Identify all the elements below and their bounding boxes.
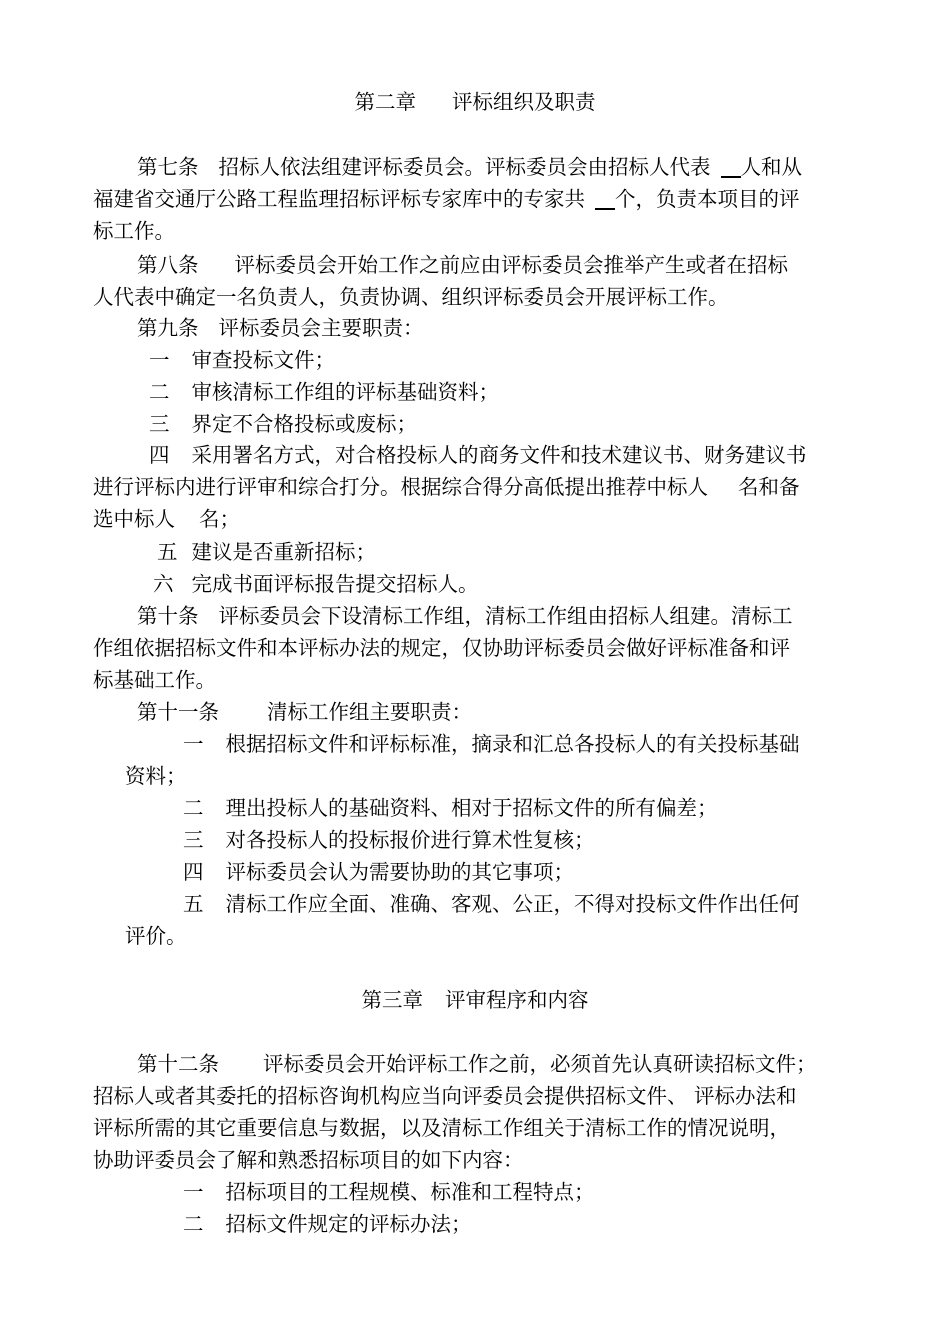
article-12-line-1 bbox=[137, 1052, 817, 1076]
article-11-item-1-cont: 资料； bbox=[125, 764, 187, 788]
article-12-label: 第十二条 bbox=[137, 1052, 219, 1076]
item-number: 六 bbox=[153, 572, 174, 596]
article-9-item-4 bbox=[149, 443, 807, 467]
article-11-line-1 bbox=[137, 700, 472, 724]
article-7-text: 人和从 bbox=[740, 155, 802, 179]
article-11-item-3 bbox=[183, 828, 595, 852]
article-9-item-5 bbox=[157, 540, 376, 564]
article-10-label: 第十条 bbox=[137, 604, 199, 628]
article-8-line-1 bbox=[137, 253, 788, 277]
item-text: 名和备 bbox=[738, 475, 800, 499]
item-number: 五 bbox=[183, 892, 204, 916]
article-11-item-1 bbox=[183, 732, 800, 756]
item-number: 四 bbox=[183, 860, 204, 884]
item-number: 四 bbox=[149, 443, 170, 467]
article-7-text: 招标人依法组建评标委员会。评标委员会由招标人代表 bbox=[218, 155, 711, 179]
article-9-line-1 bbox=[137, 316, 424, 340]
item-text: 根据招标文件和评标标准，摘录和汇总各投标人的有关投标基础 bbox=[225, 732, 800, 756]
item-text: 招标文件规定的评标办法； bbox=[225, 1212, 472, 1236]
article-12-text: 评标委员会开始评标工作之前，必须首先认真研读招标文件； bbox=[263, 1052, 817, 1076]
item-number: 三 bbox=[183, 828, 204, 852]
item-number: 二 bbox=[149, 380, 170, 404]
article-10-line-3: 标基础工作。 bbox=[93, 668, 216, 692]
item-number: 一 bbox=[183, 1180, 204, 1204]
article-10-text: 评标委员会下设清标工作组，清标工作组由招标人组建。清标工 bbox=[218, 604, 793, 628]
item-text: 完成书面评标报告提交招标人。 bbox=[191, 572, 479, 596]
item-text: 清标工作应全面、准确、客观、公正，不得对投标文件作出任何 bbox=[225, 892, 800, 916]
item-text: 审核清标工作组的评标基础资料； bbox=[191, 380, 499, 404]
article-9-item-2 bbox=[149, 380, 499, 404]
item-text: 进行评标内进行评审和综合打分。根据综合得分高低提出推荐中标人 bbox=[93, 475, 708, 499]
item-text: 名； bbox=[199, 507, 240, 531]
blank-field bbox=[721, 156, 741, 178]
item-text: 选中标人 bbox=[93, 507, 175, 531]
article-7-text: 个，负责本项目的评 bbox=[615, 187, 800, 211]
item-number: 一 bbox=[149, 348, 170, 372]
article-9-label: 第九条 bbox=[137, 316, 199, 340]
article-8-line-2: 人代表中确定一名负责人，负责协调、组织评标委员会开展评标工作。 bbox=[93, 285, 729, 309]
item-number: 二 bbox=[183, 796, 204, 820]
article-12-line-4: 协助评委员会了解和熟悉招标项目的如下内容： bbox=[93, 1148, 524, 1172]
article-12-item-1 bbox=[183, 1180, 595, 1204]
item-text: 评标委员会认为需要协助的其它事项； bbox=[225, 860, 574, 884]
article-7-line-2 bbox=[93, 187, 800, 211]
article-11-item-2 bbox=[183, 796, 718, 820]
article-10-line-1 bbox=[137, 604, 793, 628]
item-text: 审查投标文件； bbox=[191, 348, 335, 372]
article-7-text: 福建省交通厅公路工程监理招标评标专家库中的专家共 bbox=[93, 187, 585, 211]
item-text: 建议是否重新招标； bbox=[191, 540, 376, 564]
article-12-line-3: 评标所需的其它重要信息与数据，以及清标工作组关于清标工作的情况说明， bbox=[93, 1116, 790, 1140]
article-12-item-2 bbox=[183, 1212, 472, 1236]
item-text: 对各投标人的投标报价进行算术性复核； bbox=[225, 828, 595, 852]
article-9-item-4-line-3 bbox=[93, 507, 240, 531]
item-text: 采用署名方式，对合格投标人的商务文件和技术建议书、财务建议书 bbox=[191, 443, 807, 467]
article-11-item-4 bbox=[183, 860, 574, 884]
item-text: 招标项目的工程规模、标准和工程特点； bbox=[225, 1180, 595, 1204]
chapter-2-heading bbox=[0, 90, 950, 114]
article-9-item-4-line-2 bbox=[93, 475, 800, 499]
article-11-label: 第十一条 bbox=[137, 700, 219, 724]
article-9-item-3 bbox=[149, 412, 417, 436]
item-text: 理出投标人的基础资料、相对于招标文件的所有偏差； bbox=[225, 796, 718, 820]
item-text: 界定不合格投标或废标； bbox=[191, 412, 417, 436]
article-11-item-5-cont: 评价。 bbox=[125, 924, 187, 948]
article-8-text: 评标委员会开始工作之前应由评标委员会推举产生或者在招标 bbox=[234, 253, 788, 277]
article-12-line-2: 招标人或者其委托的招标咨询机构应当向评委员会提供招标文件、 评标办法和 bbox=[93, 1084, 797, 1108]
chapter-3-number: 第三章 bbox=[361, 988, 423, 1012]
article-7-label: 第七条 bbox=[137, 155, 199, 179]
item-number: 五 bbox=[157, 540, 178, 564]
item-number: 一 bbox=[183, 732, 204, 756]
article-9-item-6 bbox=[153, 572, 479, 596]
article-7-line-1 bbox=[137, 155, 802, 179]
article-11-text: 清标工作组主要职责： bbox=[267, 700, 472, 724]
article-7-line-3: 标工作。 bbox=[93, 219, 175, 243]
article-11-item-5 bbox=[183, 892, 800, 916]
chapter-2-title: 评标组织及职责 bbox=[452, 90, 596, 114]
chapter-2-number: 第二章 bbox=[354, 90, 416, 114]
article-9-item-1 bbox=[149, 348, 335, 372]
blank-field bbox=[595, 188, 615, 210]
chapter-3-heading bbox=[0, 988, 950, 1012]
article-9-text: 评标委员会主要职责： bbox=[218, 316, 424, 340]
chapter-3-title: 评审程序和内容 bbox=[445, 988, 589, 1012]
item-number: 二 bbox=[183, 1212, 204, 1236]
item-number: 三 bbox=[149, 412, 170, 436]
article-10-line-2: 作组依据招标文件和本评标办法的规定，仅协助评标委员会做好评标准备和评 bbox=[93, 636, 790, 660]
article-8-label: 第八条 bbox=[137, 253, 199, 277]
